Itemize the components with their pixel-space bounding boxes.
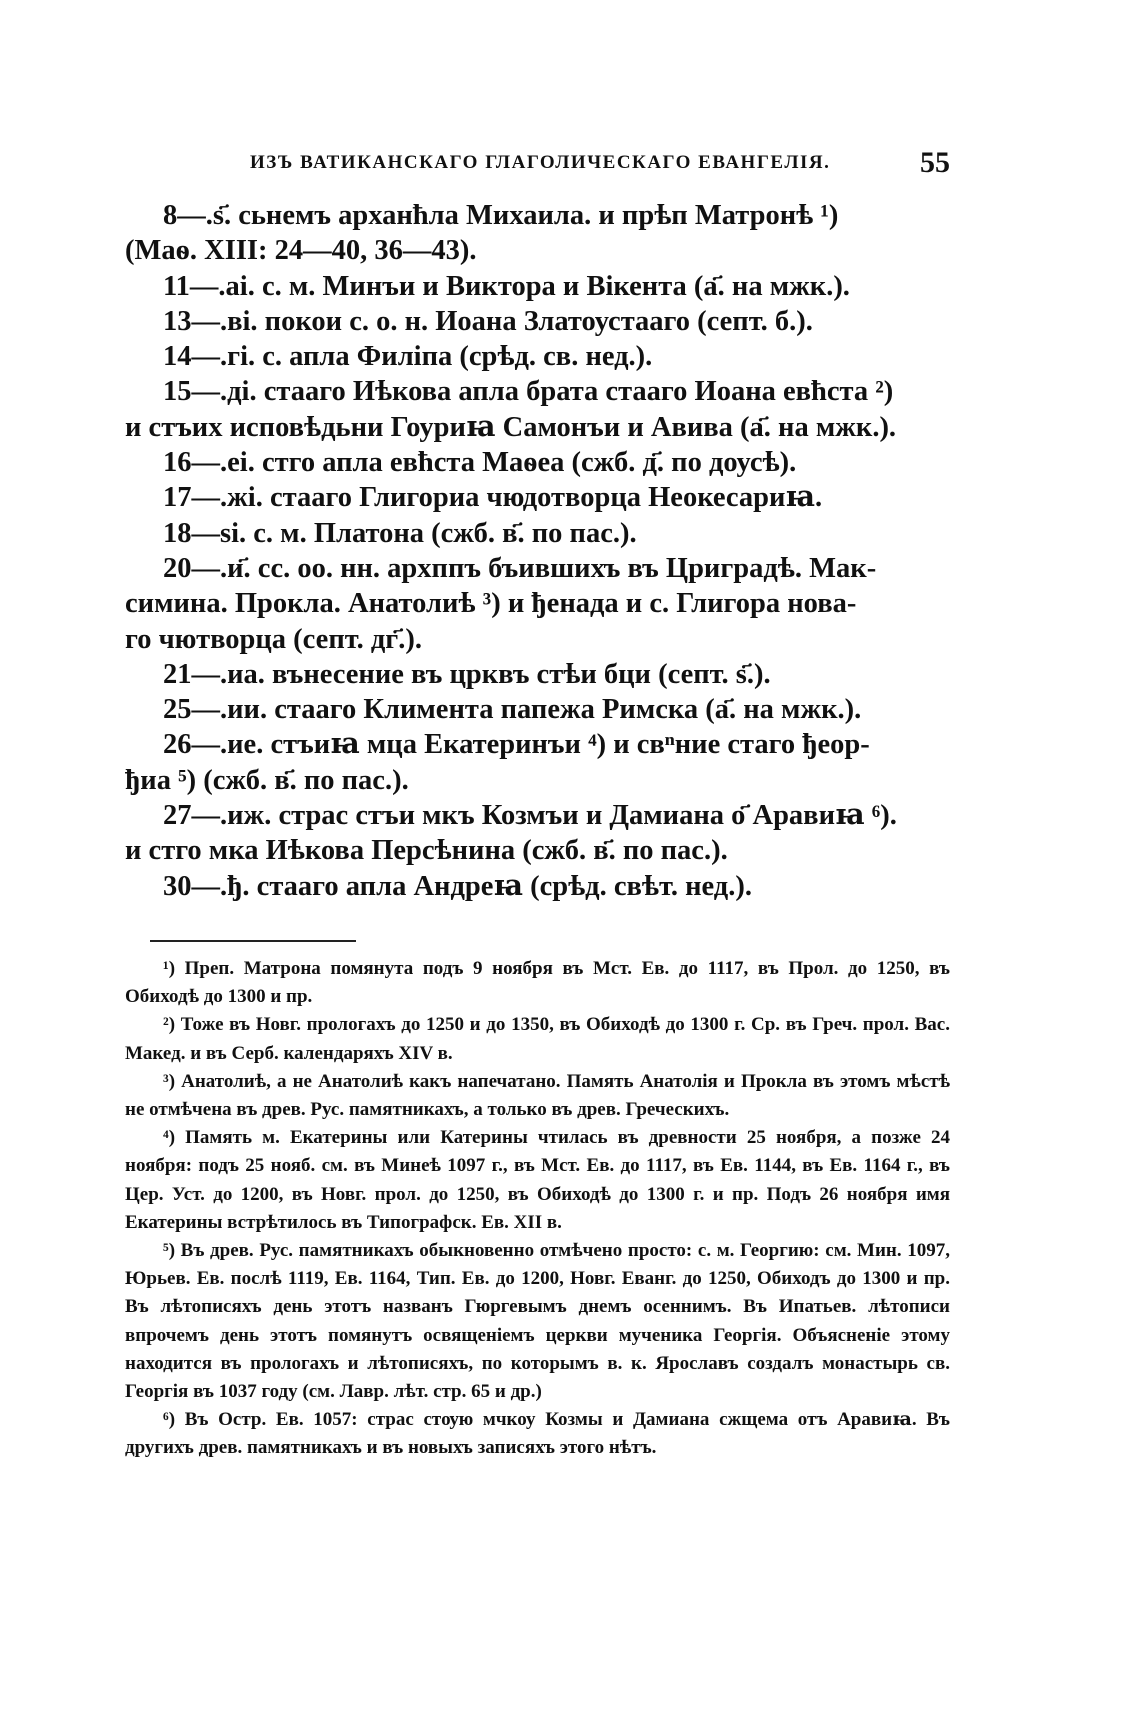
text-line: 26—.ие. стъиꙗ мца Екатеринъи ⁴) и свⁿние стаго ђеор- [163,729,870,761]
footnotes [125,955,950,1463]
footnote-6: ⁶) Въ Остр. Ев. 1057: страс стѹю мчкоу Козмы и Дамиана сжщема отъ Аравиꙗ. Въ другихъ древ. памятникахъ и въ новыхъ записяхъ этого нѣтъ. [125,1409,950,1459]
main-text [125,198,950,904]
text-line: и стго мка Иѣкова Персѣнина (сжб. в҃. по пас.). [125,835,728,867]
text-line: 14—.гі. с. апла Филіпа (срѣд. св. нед.). [163,341,653,373]
running-header [120,146,950,186]
text-line: (Маѳ. XIII: 24—40, 36—43). [125,235,477,267]
text-line: 25—.ии. стааго Климента папежа Римска (а҃. на мжк.). [163,694,862,726]
text-line: 16—.еі. стго апла евћста Маѳеа (сжб. д҃. по доусѣ). [163,447,797,479]
footnote-3: ³) Анатолиѣ, а не Анатолиѣ какъ напечатано. Память Анатолія и Прокла въ этомъ мѣстѣ не отмѣчена въ древ. Рус. памятникахъ, а только въ древ. Греческихъ. [125,1070,950,1121]
page-number: 55 [920,146,950,179]
text-line: 8—.ѕ҃. сьнемъ арханћла Михаила. и прѣп Матронѣ ¹) [163,200,839,231]
text-line: 27—.иж. страс стъи мкъ Козмъи и Дамиана о҃ Аравиꙗ ⁶). [163,800,897,832]
text-line: 13—.ві. покои с. о. н. Иоана Златоустааго (септ. б.). [163,305,813,337]
footnote-5: ⁵) Въ древ. Рус. памятникахъ обыкновенно отмѣчено просто: с. м. Георгию: см. Мин. 1097, Юрьев. Ев. послѣ 1119, Ев. 1164, Тип. Ев. до 1200, Новг. Еванг. до 1250, Обиходъ до 1300 и пр. Въ лѣтописяхъ день этотъ названъ Гюргевымъ днемъ осеннимъ. Въ Ипатьев. лѣтописи впрочемъ день этотъ помянутъ освященіемъ церкви мученика Георгія. Объясненіе этому находится въ прологахъ и лѣтописяхъ, по которымъ в. к. Ярославъ создалъ монастырь св. Георгія въ 1037 году (см. Лавр. лѣт. стр. 65 и др.) [125,1240,950,1403]
footnote-4: ⁴) Память м. Екатерины или Катерины чтилась въ древности 25 ноября, а позже 24 ноября: подъ 25 нояб. см. въ Минеѣ 1097 г., въ Мст. Ев. до 1117, въ Ев. 1144, въ Ев. 1164 г., въ Цер. Уст. до 1200, въ Новг. прол. до 1250, въ Обиходѣ до 1300 г. и пр. Подъ 26 ноября имя Екатерины встрѣтилось въ Типографск. Ев. XII в. [125,1127,950,1233]
text-line: го чютворца (септ. дг҃.). [125,623,422,655]
text-line: 11—.аі. с. м. Минъи и Виктора и Вікента (а҃. на мжк.). [163,270,850,302]
footnote-divider [150,940,356,942]
text-line: 15—.ді. стааго Иѣкова апла брата стааго Иоана евћста ²) [163,376,894,408]
text-line: ђиа ⁵) (сжб. в҃. по пас.). [125,764,409,796]
text-line: 21—.иа. вънесение въ црквъ стѣи бци (септ. ѕ҃.). [163,658,771,690]
text-line: 17—.жі. стааго Глигориа чюдотворца Неокесариꙗ. [163,482,823,514]
text-line: 20—.и҃. сс. оо. нн. архппъ бъившихъ въ Цриградѣ. Мак- [163,552,877,584]
text-line: и стъих исповѣдьни Гоуриꙗ Самонъи и Авива (а҃. на мжк.). [125,411,897,443]
footnote-1: ¹) Преп. Матрона помянута подъ 9 ноября въ Мст. Ев. до 1117, въ Прол. до 1250, въ Обиходѣ до 1300 и пр. [125,958,950,1008]
footnote-2: ²) Тоже въ Новг. прологахъ до 1250 и до 1350, въ Обиходѣ до 1300 г. Ср. въ Греч. прол. Вас. Макед. и въ Серб. календаряхъ XIV в. [125,1014,950,1064]
text-line: 18—sі. с. м. Платона (сжб. в҃. по пас.). [163,517,637,549]
header-title: ИЗЪ ВАТИКАНСКАГО ГЛАГОЛИЧЕСКАГО ЕВАНГЕЛІЯ. [250,152,831,173]
text-line: 30—.ђ. стааго апла Андреꙗ (срѣд. свѣт. нед.). [163,870,752,902]
text-line: симина. Прокла. Анатолиѣ ³) и ђенада и с. Глигора нова- [125,588,857,620]
